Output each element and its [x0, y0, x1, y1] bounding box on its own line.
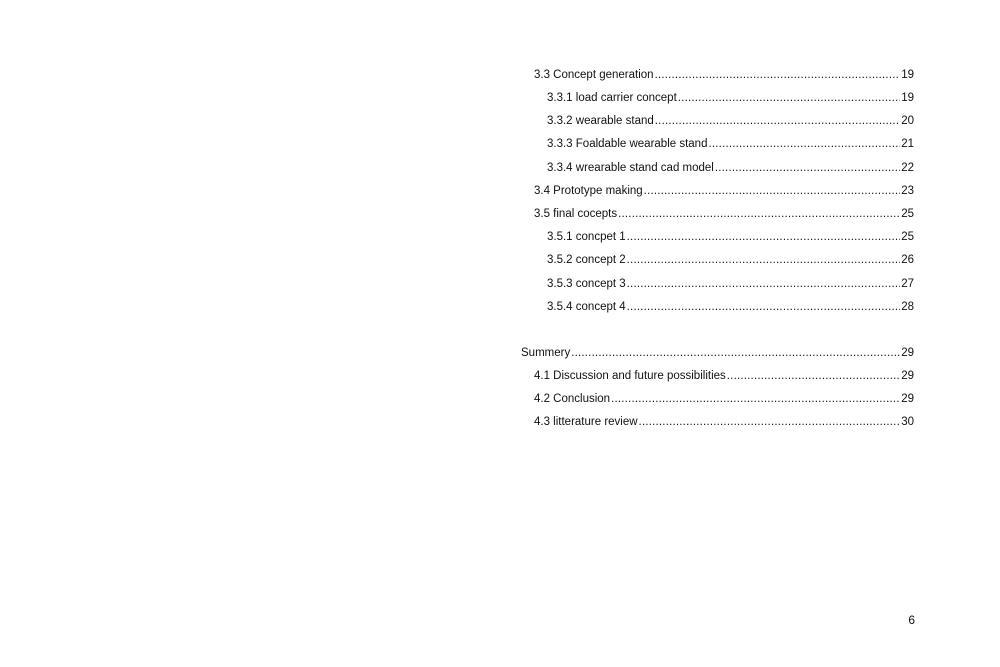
toc-dot-leader — [571, 348, 900, 360]
toc-entry-page: 21 — [901, 138, 914, 151]
toc-dot-leader — [627, 232, 901, 244]
toc-dot-leader — [708, 139, 900, 151]
toc-entry-page: 29 — [901, 393, 914, 406]
toc-entry-label: 4.2 Conclusion — [534, 393, 611, 406]
toc-entry-page: 19 — [901, 68, 914, 81]
toc-entry-label: 4.1 Discussion and future possibilities — [534, 370, 726, 383]
toc-entry-label: 3.3.1 load carrier concept — [547, 92, 677, 105]
toc-entry-page: 22 — [901, 161, 914, 174]
toc-dot-leader — [655, 116, 900, 128]
toc-entry-label: 3.3.3 Foaldable wearable stand — [547, 138, 708, 151]
toc-entry-label: Summery — [521, 346, 571, 359]
toc-entry-4-1[interactable] — [521, 365, 914, 388]
toc-entry-label: 3.5.1 concpet 1 — [547, 231, 626, 244]
toc-entry-3-4[interactable] — [521, 180, 914, 203]
page-number: 6 — [908, 613, 915, 627]
toc-entry-label: 3.3 Concept generation — [534, 68, 654, 81]
toc-entry-3-3-2[interactable] — [521, 110, 914, 133]
toc-entry-page: 30 — [901, 416, 914, 429]
toc-entry-page: 25 — [901, 207, 914, 220]
toc-dot-leader — [715, 163, 900, 175]
toc-entry-label: 3.4 Prototype making — [534, 184, 643, 197]
toc-entry-3-3-4[interactable] — [521, 157, 914, 180]
toc-entry-3-3-3[interactable] — [521, 134, 914, 157]
toc-entry-page: 19 — [901, 92, 914, 105]
toc-section-gap — [521, 319, 914, 342]
toc-dot-leader — [611, 394, 900, 406]
toc-dot-leader — [627, 279, 901, 291]
toc-entry-3-5-2[interactable] — [521, 250, 914, 273]
toc-entry-label: 3.5.3 concept 3 — [547, 277, 626, 290]
toc-entry-page: 29 — [901, 346, 914, 359]
table-of-contents — [521, 64, 914, 435]
toc-dot-leader — [627, 255, 901, 267]
toc-entry-label: 3.5 final cocepts — [534, 207, 618, 220]
toc-entry-page: 20 — [901, 115, 914, 128]
toc-entry-3-3-1[interactable] — [521, 87, 914, 110]
toc-entry-3-3[interactable] — [521, 64, 914, 87]
toc-entry-label: 3.3.4 wrearable stand cad model — [547, 161, 714, 174]
toc-entry-label: 3.5.4 concept 4 — [547, 300, 626, 313]
toc-entry-3-5-3[interactable] — [521, 273, 914, 296]
toc-dot-leader — [639, 417, 901, 429]
toc-entry-page: 23 — [901, 184, 914, 197]
toc-entry-label: 4.3 litterature review — [534, 416, 638, 429]
toc-entry-4-2[interactable] — [521, 388, 914, 411]
toc-entry-4-3[interactable] — [521, 412, 914, 435]
toc-entry-page: 26 — [901, 254, 914, 267]
toc-dot-leader — [627, 302, 901, 314]
toc-entry-page: 29 — [901, 370, 914, 383]
toc-dot-leader — [644, 186, 901, 198]
toc-dot-leader — [727, 371, 900, 383]
toc-entry-3-5[interactable] — [521, 203, 914, 226]
toc-entry-3-5-1[interactable] — [521, 226, 914, 249]
toc-entry-summery[interactable] — [521, 342, 914, 365]
toc-dot-leader — [618, 209, 900, 221]
toc-entry-page: 28 — [901, 300, 914, 313]
toc-entry-label: 3.3.2 wearable stand — [547, 115, 654, 128]
toc-entry-3-5-4[interactable] — [521, 296, 914, 319]
toc-dot-leader — [678, 93, 900, 105]
toc-dot-leader — [655, 70, 901, 82]
toc-entry-page: 25 — [901, 231, 914, 244]
toc-entry-page: 27 — [901, 277, 914, 290]
toc-entry-label: 3.5.2 concept 2 — [547, 254, 626, 267]
